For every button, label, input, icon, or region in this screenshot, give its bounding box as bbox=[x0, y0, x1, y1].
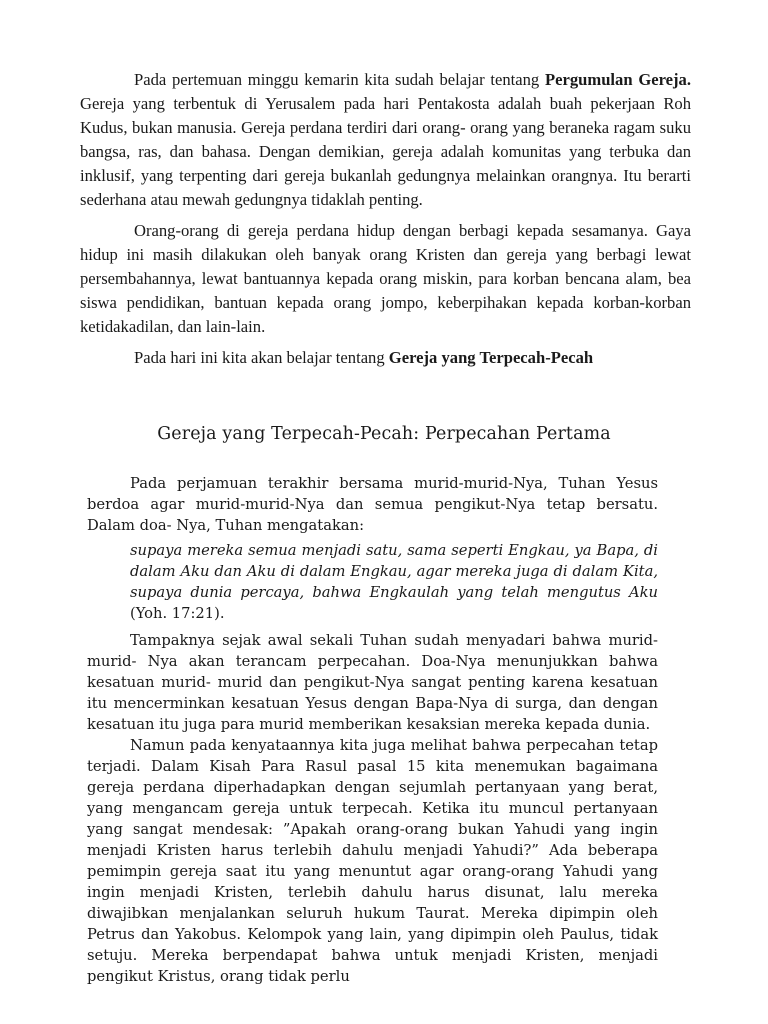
intro-paragraph-1 bbox=[80, 68, 691, 212]
intro-paragraph-1-text-rest: Gereja yang terbentuk di Yerusalem pada hari Pentakosta adalah buah pekerjaan Roh Kudus, bukan manusia. Gereja perdana terdiri dari orang- orang yang beraneka ragam suku bangsa, ras, dan bahasa. Dengan demikian, gereja adalah komunitas yang terbuka dan inklusif, yang terpenting dari gereja bukanlah gedungnya melainkan orangnya. Itu berarti sederhana atau mewah gedungnya tidaklah penting. bbox=[80, 94, 691, 209]
intro-section bbox=[80, 68, 691, 377]
bible-quote bbox=[130, 540, 658, 624]
section-paragraph-1: Pada perjamuan terakhir bersama murid-murid-Nya, Tuhan Yesus berdoa agar murid-murid-Nya dan semua pengikut-Nya tetap bersatu. Dalam doa- Nya, Tuhan mengatakan: bbox=[87, 475, 658, 534]
bible-quote-reference: (Yoh. 17:21). bbox=[130, 605, 225, 622]
bible-quote-text: supaya mereka semua menjadi satu, sama seperti Engkau, ya Bapa, di dalam Aku dan Aku di dalam Engkau, agar mereka juga di dalam Kita, supaya dunia percaya, bahwa Engkaulah yang telah mengutus Aku bbox=[130, 542, 658, 601]
section-paragraph-2: Tampaknya sejak awal sekali Tuhan sudah menyadari bahwa murid-murid- Nya akan terancam perpecahan. Doa-Nya menunjukkan bahwa kesatuan murid- murid dan pengikut-Nya sangat penting karena kesatuan itu mencerminkan kesatuan Yesus dengan Bapa-Nya di surga, dan dengan kesatuan itu juga para murid memberikan kesaksian mereka kepada dunia. bbox=[87, 632, 658, 733]
intro-paragraph-2: Orang-orang di gereja perdana hidup dengan berbagi kepada sesamanya. Gaya hidup ini masih dilakukan oleh banyak orang Kristen dan gereja yang berbagi lewat persembahannya, lewat bantuannya kepada orang miskin, para korban bencana alam, bea siswa pendidikan, bantuan kepada orang jompo, keberpihakan kepada korban-korban ketidakadilan, dan lain-lain. bbox=[80, 221, 691, 336]
intro-paragraph-1-bold: Pergumulan Gereja. bbox=[544, 70, 691, 89]
intro-paragraph-1-text: Pada pertemuan minggu kemarin kita sudah belajar tentang bbox=[134, 70, 545, 89]
section-body bbox=[87, 473, 658, 987]
section-heading: Gereja yang Terpecah-Pecah: Perpecahan Pertama bbox=[157, 424, 611, 444]
intro-paragraph-3 bbox=[80, 346, 691, 370]
intro-paragraph-3-text: Pada hari ini kita akan belajar tentang bbox=[134, 348, 389, 367]
section-paragraph-3: Namun pada kenyataannya kita juga melihat bahwa perpecahan tetap terjadi. Dalam Kisah Para Rasul pasal 15 kita menemukan bagaimana gereja perdana diperhadapkan dengan sejumlah pertanyaan yang berat, yang mengancam gereja untuk terpecah. Ketika itu muncul pertanyaan yang sangat mendesak: ”Apakah orang-orang bukan Yahudi yang ingin menjadi Kristen harus terlebih dahulu menjadi Yahudi?” Ada beberapa pemimpin gereja saat itu yang menuntut agar orang-orang Yahudi yang ingin menjadi Kristen, terlebih dahulu harus disunat, lalu mereka diwajibkan menjalankan seluruh hukum Taurat. Mereka dipimpin oleh Petrus dan Yakobus. Kelompok yang lain, yang dipimpin oleh Paulus, tidak setuju. Mereka berpendapat bahwa untuk menjadi Kristen, menjadi pengikut Kristus, orang tidak perlu bbox=[87, 737, 658, 985]
intro-paragraph-3-bold: Gereja yang Terpecah-Pecah bbox=[388, 348, 594, 367]
